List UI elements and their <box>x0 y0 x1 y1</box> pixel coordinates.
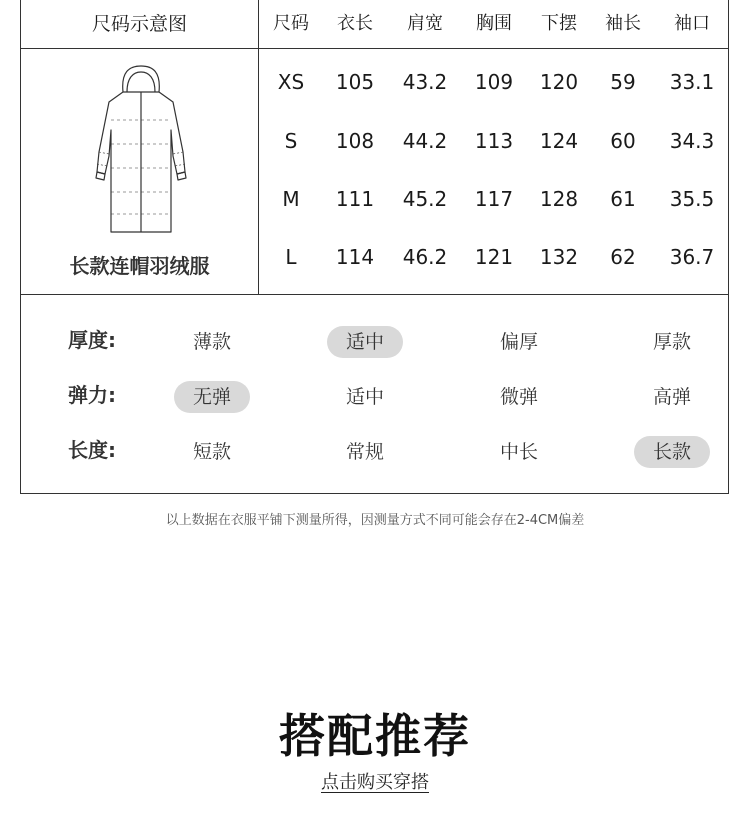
cell-xs-chest: 109 <box>474 70 514 94</box>
cell-l-shoulder: 46.2 <box>402 245 448 269</box>
cell-m-shoulder: 45.2 <box>402 187 448 211</box>
buy-outfit-link-label[interactable]: 点击购买穿搭 <box>321 772 429 793</box>
cell-l-chest: 121 <box>474 245 514 269</box>
cell-xs-length: 105 <box>335 70 375 94</box>
elasticity-option-slight: 微弹 <box>499 386 538 408</box>
cell-s-chest: 113 <box>474 129 514 153</box>
column-header-chest: 胸围 <box>476 13 512 34</box>
outfit-recommendation-title: 搭配推荐 <box>279 709 471 763</box>
cell-m-sleeve-length: 61 <box>610 187 636 211</box>
cell-m-length: 111 <box>335 187 375 211</box>
cell-m-size: M <box>282 187 300 211</box>
length-option-regular: 常规 <box>345 441 384 463</box>
cell-l-size: L <box>285 245 297 269</box>
cell-l-cuff: 36.7 <box>669 245 715 269</box>
thickness-option-thick: 厚款 <box>652 331 691 353</box>
length-option-long: 长款 <box>634 436 710 468</box>
cell-xs-size: XS <box>277 70 305 94</box>
product-attributes <box>20 295 729 494</box>
diagram-title: 尺码示意图 <box>91 13 187 35</box>
product-name: 长款连帽羽绒服 <box>69 254 210 278</box>
cell-xs-sleeve-length: 59 <box>610 70 636 94</box>
size-chart <box>20 0 729 295</box>
cell-l-length: 114 <box>335 245 375 269</box>
cell-s-sleeve-length: 60 <box>610 129 636 153</box>
elasticity-option-high: 高弹 <box>652 386 691 408</box>
cell-s-length: 108 <box>335 129 375 153</box>
thickness-option-thin: 薄款 <box>192 331 231 353</box>
thickness-option-medium: 适中 <box>327 326 403 358</box>
elasticity-option-none: 无弹 <box>174 381 250 413</box>
cell-s-cuff: 34.3 <box>669 129 715 153</box>
hooded-coat-icon <box>81 60 201 240</box>
length-option-mid: 中长 <box>499 441 538 463</box>
cell-l-hem: 132 <box>539 245 579 269</box>
cell-xs-hem: 120 <box>539 70 579 94</box>
cell-m-cuff: 35.5 <box>669 187 715 211</box>
cell-s-size: S <box>284 129 298 153</box>
length-option-short: 短款 <box>192 441 231 463</box>
cell-l-sleeve-length: 62 <box>610 245 636 269</box>
column-header-shoulder: 肩宽 <box>407 13 443 34</box>
elasticity-option-moderate: 适中 <box>345 386 384 408</box>
cell-s-shoulder: 44.2 <box>402 129 448 153</box>
elasticity-label: 弹力: <box>68 383 116 407</box>
cell-m-hem: 128 <box>539 187 579 211</box>
column-header-length: 衣长 <box>337 13 373 34</box>
cell-xs-shoulder: 43.2 <box>402 70 448 94</box>
column-header-hem: 下摆 <box>541 13 577 34</box>
length-label: 长度: <box>68 438 116 462</box>
cell-m-chest: 117 <box>474 187 514 211</box>
column-header-size: 尺码 <box>273 13 309 34</box>
measurement-note: 以上数据在衣服平铺下测量所得，因测量方式不同可能会存在2-4CM偏差 <box>165 513 585 528</box>
column-header-cuff: 袖口 <box>674 13 710 34</box>
cell-xs-cuff: 33.1 <box>669 70 715 94</box>
buy-outfit-link[interactable] <box>0 768 750 794</box>
thickness-label: 厚度: <box>68 328 116 352</box>
cell-s-hem: 124 <box>539 129 579 153</box>
thickness-option-thickish: 偏厚 <box>499 331 538 353</box>
column-header-sleeve-length: 袖长 <box>605 13 641 34</box>
